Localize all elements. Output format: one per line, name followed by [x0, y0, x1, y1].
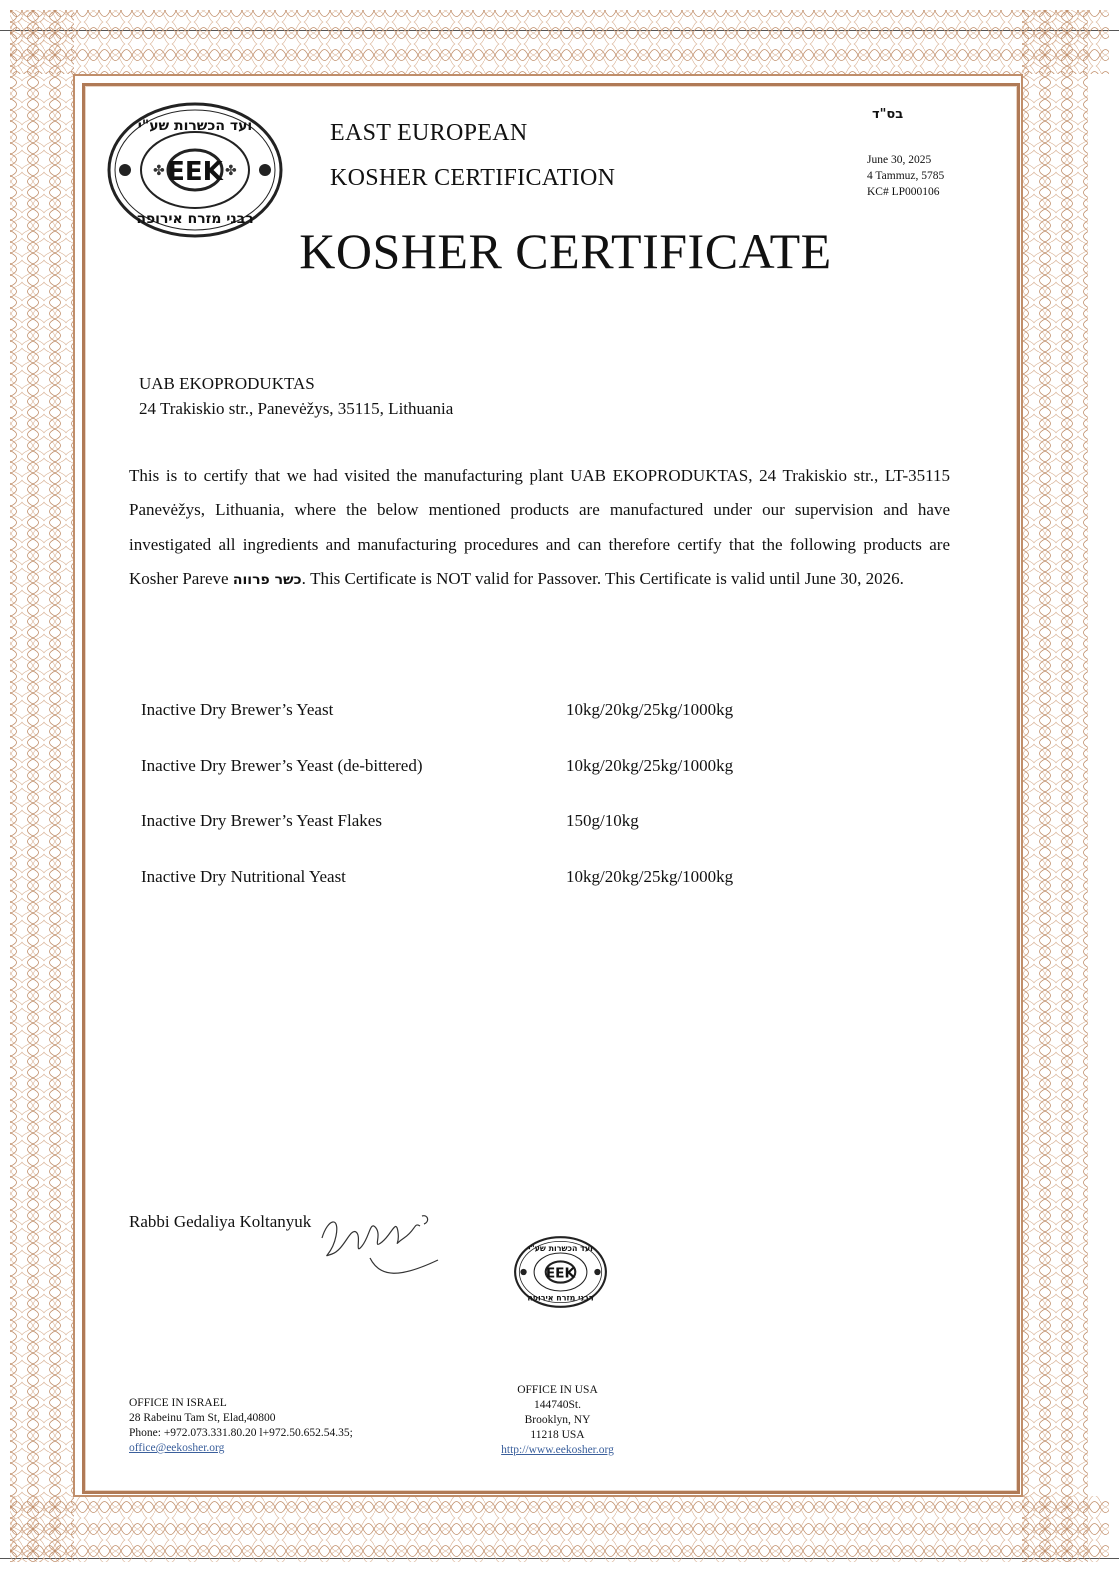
- handwritten-signature: [310, 1198, 450, 1288]
- products-table: [141, 700, 841, 923]
- svg-text:EEK: EEK: [167, 157, 223, 187]
- product-row: [141, 867, 841, 923]
- product-row: [141, 700, 841, 756]
- kosher-pareve-hebrew: כשר פרווה: [232, 571, 302, 588]
- svg-text:ועד הכשרות שע"י: ועד הכשרות שע"י: [137, 118, 253, 134]
- office-israel-address: 28 Rabeinu Tam St, Elad,40800: [129, 1412, 276, 1424]
- office-usa-zip: 11218 USA: [530, 1429, 585, 1441]
- product-packaging: 10kg/20kg/25kg/1000kg: [566, 867, 734, 887]
- office-usa-heading: OFFICE IN USA: [517, 1384, 598, 1396]
- statement-text-after: . This Certificate is NOT valid for Passover. This Certificate is valid until June 30, 2026.: [301, 568, 904, 588]
- svg-text:✤: ✤: [153, 164, 165, 179]
- product-row: [141, 756, 841, 812]
- product-name: Inactive Dry Brewer’s Yeast Flakes: [141, 811, 382, 831]
- hebrew-bsd-mark: בס"ד: [872, 107, 904, 122]
- svg-text:ועד הכשרות שע"י: ועד הכשרות שע"י: [528, 1243, 593, 1253]
- svg-text:רבני מזרח אירופה: רבני מזרח אירופה: [527, 1293, 594, 1303]
- kc-number: KC# LP000106: [867, 186, 940, 198]
- company-address: 24 Trakiskio str., Panevėžys, 35115, Lithuania: [139, 399, 454, 418]
- product-row: [141, 811, 841, 867]
- product-packaging: 150g/10kg: [566, 811, 639, 831]
- product-name: Inactive Dry Brewer’s Yeast (de-bittered): [141, 755, 423, 775]
- org-name-line2: KOSHER CERTIFICATION: [330, 165, 616, 191]
- company-name: UAB EKOPRODUKTAS: [139, 374, 315, 393]
- page-title: KOSHER CERTIFICATE: [299, 223, 832, 279]
- product-name: Inactive Dry Nutritional Yeast: [141, 867, 346, 887]
- office-usa: [480, 1383, 635, 1458]
- website-link[interactable]: http://www.eekosher.org: [501, 1444, 614, 1456]
- office-usa-street: 144740St.: [534, 1399, 581, 1411]
- company-block: [139, 371, 453, 421]
- eek-seal-logo: [105, 100, 285, 240]
- statement-text-before: This is to certify that we had visited the manufacturing plant UAB EKOPRODUKTAS, 24 Trakiskio str., LT-35115 Panevėžys, Lithuania, where the below mentioned products are manufactured under our supervision and have investigated all ingredients and manufacturing procedures and can therefore certify that the following products are Kosher Pareve: [129, 466, 950, 588]
- product-name: Inactive Dry Brewer’s Yeast: [141, 700, 334, 719]
- eek-seal-stamp: [513, 1228, 608, 1316]
- svg-text:EEK: EEK: [545, 1265, 576, 1282]
- office-israel-heading: OFFICE IN ISRAEL: [129, 1397, 227, 1409]
- office-usa-city: Brooklyn, NY: [524, 1414, 591, 1426]
- product-packaging: 10kg/20kg/25kg/1000kg: [566, 700, 734, 719]
- certification-statement: [129, 459, 950, 597]
- svg-text:✤: ✤: [225, 164, 237, 179]
- org-name-line1: EAST EUROPEAN: [330, 120, 528, 146]
- product-packaging: 10kg/20kg/25kg/1000kg: [566, 755, 734, 775]
- issue-date: June 30, 2025: [867, 154, 932, 166]
- office-email-link[interactable]: office@eekosher.org: [129, 1442, 225, 1454]
- office-israel-phone: Phone: +972.073.331.80.20 l+972.50.652.54.35;: [129, 1427, 353, 1439]
- signer-name: Rabbi Gedaliya Koltanyuk: [129, 1212, 312, 1231]
- certificate-meta: [867, 152, 944, 200]
- office-israel: [129, 1396, 353, 1456]
- hebrew-date: 4 Tammuz, 5785: [867, 170, 945, 182]
- svg-text:רבני מזרח אירופה: רבני מזרח אירופה: [136, 211, 254, 227]
